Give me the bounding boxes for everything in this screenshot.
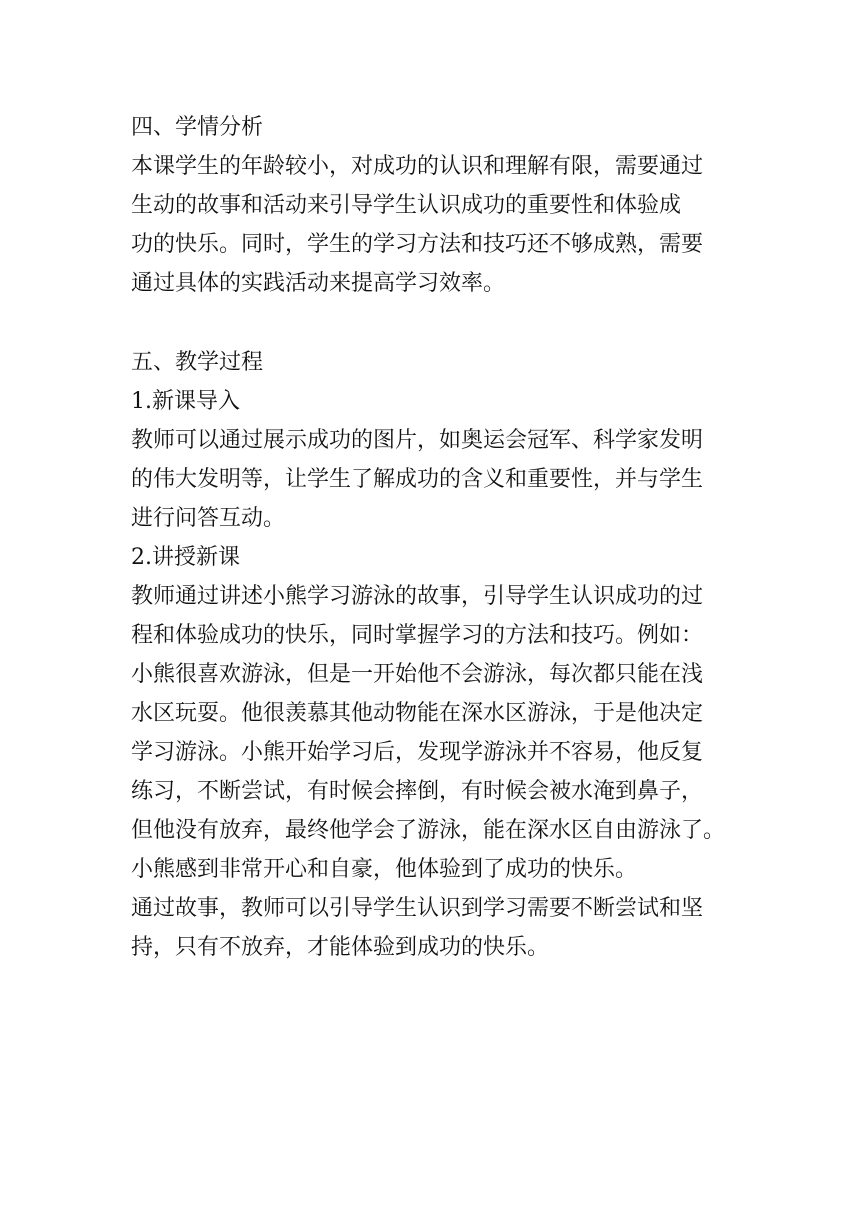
text-line: 进行问答互动。 xyxy=(131,506,286,531)
text-line: 本课学生的年龄较小，对成功的认识和理解有限，需要通过 xyxy=(131,154,704,179)
paragraph-learner-analysis xyxy=(131,147,731,303)
paragraph-story-conclusion xyxy=(131,889,731,967)
text-line: 但他没有放弃，最终他学会了游泳，能在深水区自由游泳了。 xyxy=(131,818,726,843)
subheading-new-lesson-intro: 1.新课导入 xyxy=(131,389,240,414)
text-line: 小熊感到非常开心和自豪，他体验到了成功的快乐。 xyxy=(131,857,638,882)
text-line: 练习，不断尝试，有时候会摔倒，有时候会被水淹到鼻子， xyxy=(131,779,704,804)
text-line: 教师通过讲述小熊学习游泳的故事，引导学生认识成功的过 xyxy=(131,584,704,609)
text-line: 持，只有不放弃，才能体验到成功的快乐。 xyxy=(131,935,550,960)
text-line: 生动的故事和活动来引导学生认识成功的重要性和体验成 xyxy=(131,193,682,218)
paragraph-spacer xyxy=(131,303,731,343)
paragraph-new-lesson-intro xyxy=(131,421,731,538)
text-line: 功的快乐。同时，学生的学习方法和技巧还不够成熟，需要 xyxy=(131,232,704,257)
text-line: 教师可以通过展示成功的图片，如奥运会冠军、科学家发明 xyxy=(131,428,704,453)
text-line: 的伟大发明等，让学生了解成功的含义和重要性，并与学生 xyxy=(131,467,704,492)
text-line: 学习游泳。小熊开始学习后，发现学游泳并不容易，他反复 xyxy=(131,740,704,765)
text-line: 小熊很喜欢游泳，但是一开始他不会游泳，每次都只能在浅 xyxy=(131,662,704,687)
text-line: 水区玩耍。他很羡慕其他动物能在深水区游泳，于是他决定 xyxy=(131,701,704,726)
text-line: 通过故事，教师可以引导学生认识到学习需要不断尝试和坚 xyxy=(131,896,704,921)
text-line: 通过具体的实践活动来提高学习效率。 xyxy=(131,271,506,296)
subheading-teach-new-lesson: 2.讲授新课 xyxy=(131,545,240,570)
section-heading-teaching-process: 五、教学过程 xyxy=(131,350,264,375)
paragraph-bear-story xyxy=(131,577,731,889)
text-line: 程和体验成功的快乐，同时掌握学习的方法和技巧。例如： xyxy=(131,623,704,648)
section-heading-learner-analysis: 四、学情分析 xyxy=(131,115,264,140)
document-body xyxy=(131,108,731,967)
